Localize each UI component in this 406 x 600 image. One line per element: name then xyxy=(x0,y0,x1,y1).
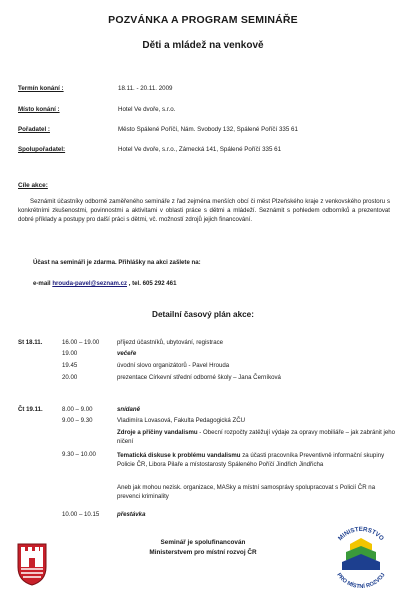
seminar-name: Děti a mládež na venkově xyxy=(142,40,264,51)
schedule-desc: příjezd účastníků, ubytování, registrace xyxy=(117,339,224,346)
schedule-topic-detail: za účasti pracovníka Preventivně informační skupiny Policie ČR, Libora Pilaře a místostarosty Spáleného Poříčí Jindřich Jindřicha xyxy=(117,452,385,468)
schedule-time: 10.00 – 10.15 xyxy=(62,511,100,518)
schedule-time: 8.00 – 9.00 xyxy=(62,406,93,413)
schedule-time: 19.45 xyxy=(62,362,78,369)
schedule-desc: přestávka xyxy=(117,511,146,518)
schedule-time: 9.00 – 9.30 xyxy=(62,417,93,424)
schedule-item-vandalism-causes xyxy=(117,428,397,446)
info-label: Pořadatel : xyxy=(18,126,50,133)
schedule-title: Detailní časový plán akce: xyxy=(152,310,254,319)
goal-text: Seznámit účastníky odborně zaměřeného semináře z řad zejména menších obcí či měst Plzeňského kraje z venkovského prostoru s konkrétními zkušenostmi, povinnostmi a aktivitami v oblasti práce s dětmi a mládeží. Seznámit s pohledem odborníků a prezentovat dobré příklady a postupy pro další práci s dětmi, vč. možností zdrojů jejich financování. xyxy=(18,198,390,223)
page-title: POZVÁNKA A PROGRAM SEMINÁŘE xyxy=(108,14,298,26)
ministry-logo-icon xyxy=(326,522,396,592)
day-label: Čt 19.11. xyxy=(18,406,43,413)
schedule-desc: večeře xyxy=(117,350,137,357)
info-label: Termín konání : xyxy=(18,85,64,92)
schedule-desc: Vladimíra Lovasová, Fakulta Pedagogická ZČU xyxy=(117,417,246,424)
svg-text:PRO MÍSTNÍ ROZVOJ xyxy=(335,572,386,590)
schedule-topic: Tematická diskuse k problému vandalismu xyxy=(117,452,241,459)
schedule-desc: snídaně xyxy=(117,406,141,413)
info-row-venue xyxy=(18,106,398,116)
info-value: Město Spálené Poříčí, Nám. Svobody 132, Spálené Poříčí 335 61 xyxy=(118,126,298,133)
schedule-desc: prezentace Církevní střední odborné školy – Jana Černíková xyxy=(117,374,281,381)
logo-text-bottom: PRO MÍSTNÍ ROZVOJ xyxy=(335,572,387,591)
town-crest-icon xyxy=(15,541,49,587)
schedule-time: 19.00 xyxy=(62,350,78,357)
info-value: 18.11. - 20.11. 2009 xyxy=(118,85,173,92)
info-value: Hotel Ve dvoře, s.r.o., Zámecká 141, Spálené Poříčí 335 61 xyxy=(118,146,282,153)
schedule-item-discussion xyxy=(117,451,397,469)
participation-note: Účast na semináři je zdarma. Přihlášky na akci zašlete na: xyxy=(33,259,201,266)
schedule-item-cooperation: Aneb jak mohou nezisk. organizace, MASky a místní samosprávy spolupracovat s Policií ČR na prevenci kriminality xyxy=(117,484,376,500)
day-label: St 18.11. xyxy=(18,339,43,346)
logo-text-top: MINISTERSTVO xyxy=(336,525,386,543)
schedule-topic-detail: - Obecní rozpočty zatěžují výdaje za opravy mobiliáře – jak zabránit jeho ničení xyxy=(117,429,396,445)
schedule-time: 16.00 – 19.00 xyxy=(62,339,100,346)
schedule-desc: úvodní slovo organizátorů - Pavel Hrouda xyxy=(117,362,230,369)
goal-label: Cíle akce: xyxy=(18,182,48,189)
info-row-date xyxy=(18,85,398,95)
schedule-topic: Zdroje a příčiny vandalismu xyxy=(117,429,198,436)
info-row-co-organizer xyxy=(18,146,398,156)
footer-line: Ministerstvem pro místní rozvoj ČR xyxy=(149,549,257,556)
info-row-organizer xyxy=(18,126,398,136)
schedule-time: 9.30 – 10.00 xyxy=(62,451,96,458)
info-label: Místo konání : xyxy=(18,106,60,113)
schedule-time: 20.00 xyxy=(62,374,78,381)
info-value: Hotel Ve dvoře, s.r.o. xyxy=(118,106,176,113)
contact-prefix: e-mail xyxy=(33,280,53,287)
contact-line xyxy=(33,280,176,287)
contact-phone: , tel. 605 292 461 xyxy=(127,280,177,287)
footer-line: Seminář je spolufinancován xyxy=(160,539,246,546)
info-label: Spolupořadatel: xyxy=(18,146,66,153)
email-link[interactable]: hrouda-pavel@seznam.cz xyxy=(52,280,127,287)
